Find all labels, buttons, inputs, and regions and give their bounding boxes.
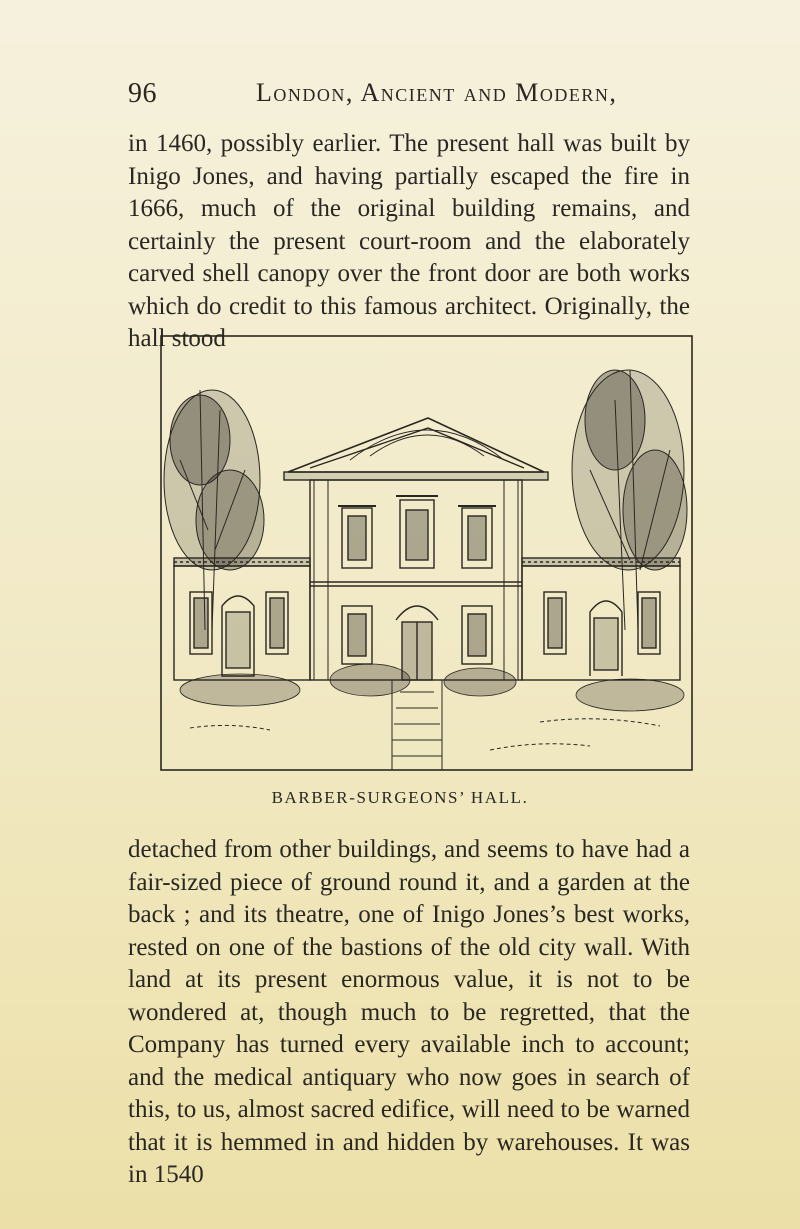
figure-caption: BARBER-SURGEONS’ HALL.: [271, 788, 529, 807]
right-tree: [572, 370, 687, 630]
central-block: [310, 480, 522, 680]
hall-engraving: [160, 330, 694, 772]
left-wing: [174, 558, 310, 680]
right-wing: [522, 558, 680, 680]
shell-canopy: [396, 606, 438, 620]
page-header: [128, 78, 688, 114]
illustration-barber-surgeons-hall: [160, 330, 694, 772]
page-number: 96: [128, 78, 157, 109]
paragraph-top: in 1460, possibly earlier. The present hall was built by Inigo Jones, and having partially escaped the fire in 1666, much of the original building remains, and certainly the present court-room and the elaborately carved shell canopy over the front door are both works which do credit to this famous architect. Originally, the hall stood: [128, 130, 690, 352]
left-tree: [164, 390, 264, 630]
paragraph-bottom: detached from other buildings, and seems to have had a fair-sized piece of ground round it, and a garden at the back ; and its theatre, one of Inigo Jones’s best works, rested on one of the bastions of the old city wall. With land at its present enormous value, it is not to be wondered at, though much to be regretted, that the Company has turned every available inch to account; and the medical antiquary who now goes in search of this, to us, almost sacred edifice, will need to be warned that it is hemmed in and hidden by warehouses. It was in 1540: [128, 836, 690, 1188]
pediment: [284, 418, 548, 480]
running-title: London, Ancient and Modern,: [256, 78, 618, 107]
